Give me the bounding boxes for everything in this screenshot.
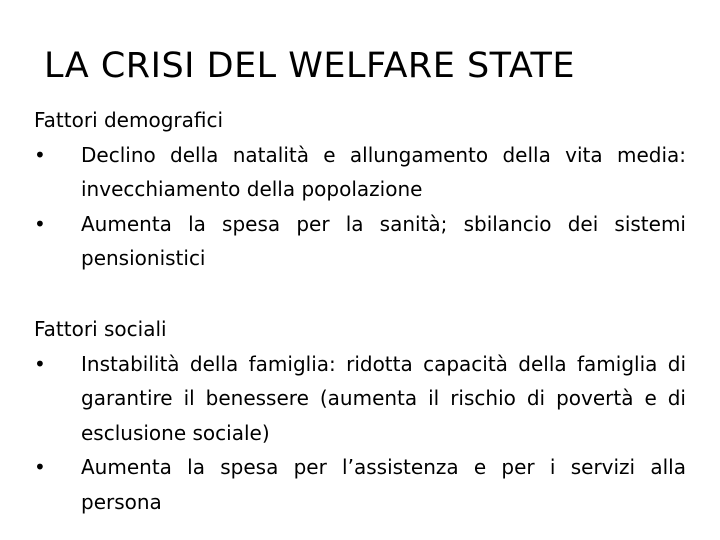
section-heading: Fattori sociali <box>34 317 167 341</box>
bullet-icon: • <box>34 351 46 376</box>
section-heading: Fattori demografici <box>34 108 224 132</box>
bullet-text: Declino della natalità e allungamento della vita media: invecchiamento della popolazione <box>81 142 686 201</box>
bullet-item <box>34 450 686 519</box>
bullet-icon: • <box>34 211 46 236</box>
bullet-text: Instabilità della famiglia: ridotta capacità della famiglia di garantire il benessere (aumenta il rischio di povertà e di esclusione sociale) <box>81 351 686 445</box>
bullet-item <box>34 347 686 451</box>
section-demographic-factors <box>34 103 686 276</box>
slide-title: LA CRISI DEL WELFARE STATE <box>44 46 576 86</box>
bullet-list <box>34 138 686 276</box>
section-social-factors <box>34 312 686 519</box>
bullet-icon: • <box>34 455 46 479</box>
bullet-icon: • <box>34 142 46 167</box>
bullet-text: Aumenta la spesa per la sanità; sbilancio dei sistemi pensionistici <box>81 211 686 270</box>
bullet-item <box>34 138 686 207</box>
bullet-text: Aumenta la spesa per l’assistenza e per i servizi alla persona <box>81 455 686 514</box>
bullet-item <box>34 207 686 276</box>
bullet-list <box>34 347 686 520</box>
